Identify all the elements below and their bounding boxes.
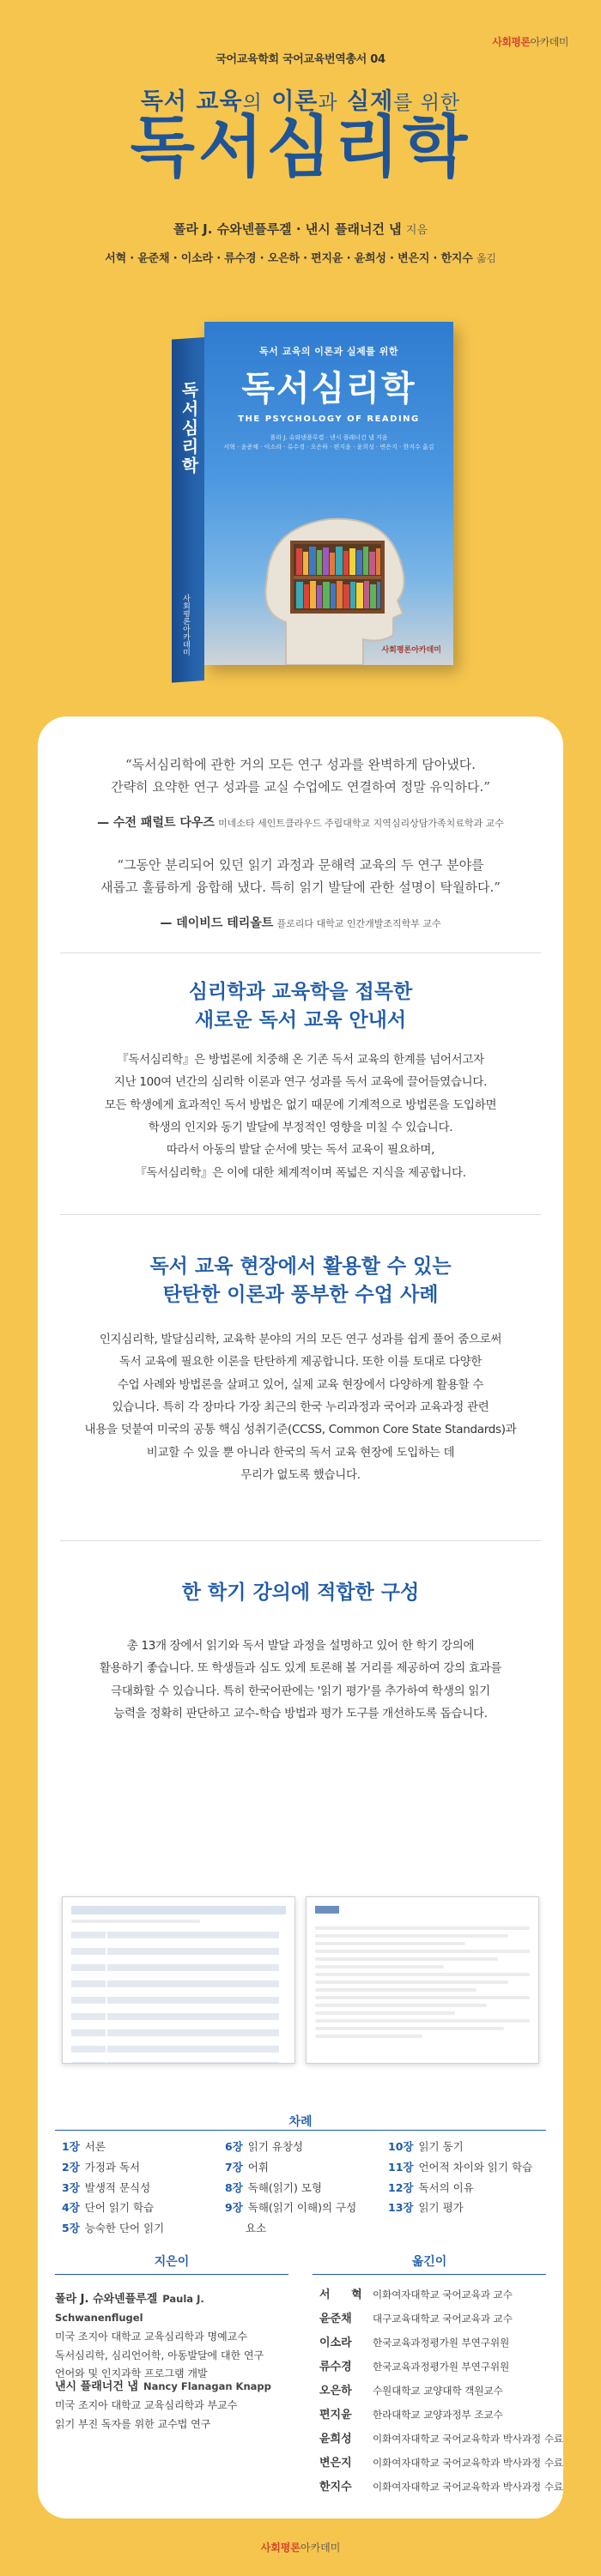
translator-row xyxy=(319,2475,564,2499)
toc-item[interactable] xyxy=(225,2178,356,2198)
translators-names: 서혁 · 윤준채 · 이소라 · 류수경 · 오은하 · 편지윤 · 윤희성 · 변은지 · 한지수 xyxy=(105,252,473,265)
quote-1-role: 미네소타 세인트클라우드 주립대학교 지역심리상담가족치료학과 교수 xyxy=(218,818,504,829)
toc-chapter-title: 서론 xyxy=(84,2140,106,2153)
toc-chapter-title: 능숙한 단어 읽기 xyxy=(84,2222,165,2234)
publisher-logo[interactable] xyxy=(492,34,568,49)
publisher-logo-main: 사회평론 xyxy=(492,36,531,48)
spine-title: 독서심리학 xyxy=(179,380,199,477)
toc-chapter-title: 독해(읽기) 모형 xyxy=(247,2180,322,2194)
section-2-title-line-1: 독서 교육 현장에서 활용할 수 있는 xyxy=(149,1255,452,1278)
toc-item[interactable] xyxy=(62,2157,164,2178)
sample-cell xyxy=(71,2046,106,2053)
sample-page-table xyxy=(62,1896,295,2064)
authors-names: 폴라 J. 슈와넨플루겔 · 낸시 플래너건 냅 xyxy=(173,221,402,237)
quote-1 xyxy=(60,753,541,799)
cover-title: 독서심리학 xyxy=(241,369,416,408)
book-front xyxy=(204,322,453,665)
translator-row xyxy=(319,2283,551,2307)
section-2-body xyxy=(55,1328,546,1486)
toc-chapter-title: 읽기 동기 xyxy=(418,2140,464,2153)
cover-subtitle: 독서 교육의 이론과 실제를 위한 xyxy=(259,346,398,357)
sample-cell xyxy=(107,1980,279,1987)
section-1-line: 모든 학생에게 효과적인 독서 방법은 없기 때문에 기계적으로 방법론을 도입하면 xyxy=(104,1098,497,1112)
sample-table xyxy=(71,1927,286,2064)
sample-cell xyxy=(107,1932,279,1938)
section-1-title-line-2: 새로운 독서 교육 안내서 xyxy=(194,1009,407,1032)
section-1-body xyxy=(55,1049,546,1184)
subtitle-part: 이론 xyxy=(271,88,319,115)
sample-line xyxy=(315,1973,530,1976)
author-2-english-name: Nancy Flanagan Knapp xyxy=(143,2380,271,2392)
toc-column-1 xyxy=(62,2137,164,2239)
translator-row xyxy=(319,2355,551,2379)
publisher-logo-footer[interactable] xyxy=(0,2540,601,2555)
toc-divider xyxy=(55,2130,546,2131)
author-2-bio: 미국 조지아 대학교 교육심리학과 부교수 xyxy=(55,2399,238,2412)
toc-chapter-number: 5장 xyxy=(62,2222,80,2234)
authors-divider xyxy=(55,2274,288,2275)
section-2-title xyxy=(0,1253,601,1310)
toc-item[interactable] xyxy=(62,2178,164,2198)
section-3-line: 총 13개 장에서 읽기와 독서 발달 과정을 설명하고 있어 한 학기 강의에 xyxy=(126,1639,475,1653)
translator-role: 한국교육과정평가원 부연구위원 xyxy=(373,2337,510,2349)
translator-name: 변은지 xyxy=(319,2457,352,2470)
toc-item[interactable] xyxy=(388,2137,532,2157)
author-1-bio: 언어와 및 인지과학 프로그램 개발 xyxy=(55,2367,208,2380)
quote-2-line-1: “그동안 분리되어 있던 읽기 과정과 문해력 교육의 두 연구 분야를 xyxy=(117,857,484,873)
toc-chapter-number: 11장 xyxy=(388,2160,414,2174)
translator-row xyxy=(319,2307,551,2331)
translator-name: 한지수 xyxy=(319,2481,352,2494)
sample-cell xyxy=(107,1964,279,1971)
sample-line xyxy=(315,2004,487,2007)
sample-page-discussion xyxy=(306,1896,539,2064)
section-2-line: 무리가 없도록 했습니다. xyxy=(240,1467,361,1482)
toc-column-3 xyxy=(388,2137,532,2218)
subtitle-part: 독서 교육 xyxy=(140,88,243,115)
section-3-line: 능력을 정확히 판단하고 교수-학습 방법과 평가 도구를 개선하도록 돕습니다. xyxy=(113,1706,488,1720)
toc-item[interactable] xyxy=(388,2157,532,2178)
divider xyxy=(60,1214,541,1215)
toc-column-2 xyxy=(225,2137,356,2239)
section-1-line: 『독서심리학』은 이에 대한 체계적이며 폭넓은 지식을 제공합니다. xyxy=(135,1165,466,1180)
sample-cell xyxy=(71,1948,106,1955)
quote-1-name: — 수전 패럴트 다우즈 xyxy=(97,816,215,830)
author-2-name: 낸시 플래너건 냅 xyxy=(55,2380,138,2393)
quote-1-line-2: 간략히 요약한 연구 성과를 교실 수업에도 연결하여 정말 유익하다.” xyxy=(111,779,490,795)
translator-role: 한라대학교 교양과정부 조교수 xyxy=(373,2409,503,2421)
toc-chapter-number: 9장 xyxy=(225,2201,243,2215)
toc-title: 차례 xyxy=(288,2115,313,2129)
sample-cell xyxy=(107,2046,279,2053)
book-title: 독서심리학 xyxy=(130,109,471,186)
sample-line xyxy=(315,1957,498,1961)
translator-name: 편지윤 xyxy=(319,2409,352,2422)
series-label: 국어교육학회 국어교육번역총서 04 xyxy=(216,53,385,66)
head-bookshelf-illustration xyxy=(252,493,423,665)
cover-publisher: 사회평론아카데미 xyxy=(381,646,441,655)
toc-chapter-number: 12장 xyxy=(388,2180,414,2194)
toc-chapter-number: 2장 xyxy=(62,2160,80,2174)
footer-logo-sub: 아카데미 xyxy=(300,2542,341,2554)
toc-chapter-title: 발생적 문식성 xyxy=(84,2180,151,2194)
translator-name: 서 혁 xyxy=(319,2289,371,2301)
translators-divider xyxy=(313,2274,546,2275)
toc-item[interactable] xyxy=(225,2157,356,2178)
toc-chapter-title: 단어 읽기 학습 xyxy=(84,2201,155,2215)
translator-role: 이화여자대학교 국어교육학과 박사과정 수료 xyxy=(373,2433,564,2445)
sample-line xyxy=(315,2027,504,2030)
translator-role: 대구교육대학교 국어교육과 교수 xyxy=(373,2313,513,2325)
translator-name: 윤희성 xyxy=(319,2433,352,2446)
translators-line xyxy=(0,249,601,265)
section-3-body xyxy=(55,1635,546,1725)
authors-suffix: 지음 xyxy=(405,224,428,237)
toc-chapter-number: 3장 xyxy=(62,2180,80,2194)
toc-chapter-title: 가정과 독서 xyxy=(84,2160,141,2174)
author-2-bio: 읽기 부진 독자를 위한 교수법 연구 xyxy=(55,2417,211,2430)
sample-line xyxy=(315,1980,508,1984)
toc-item[interactable] xyxy=(62,2137,164,2157)
sample-line xyxy=(315,1965,444,1968)
author-1-bio: 독서심리학, 심리언어학, 아동발달에 대한 연구 xyxy=(55,2349,264,2361)
sample-cell xyxy=(107,2013,279,2020)
translator-role: 수원대학교 교양대학 객원교수 xyxy=(373,2385,503,2397)
toc-chapter-title: 읽기 평가 xyxy=(418,2201,464,2215)
translator-row xyxy=(319,2427,564,2451)
sample-line xyxy=(315,1950,530,1953)
author-1-bio: 미국 조지아 대학교 교육심리학과 명예교수 xyxy=(55,2330,247,2343)
toc-item[interactable] xyxy=(225,2137,356,2157)
sample-line xyxy=(71,1920,200,1923)
subtitle-part: 를 위한 xyxy=(393,92,461,114)
quote-2-role: 플로리다 대학교 인간개발조직학부 교수 xyxy=(276,918,441,929)
sample-tag xyxy=(315,1906,339,1914)
section-1-line: 지난 100여 년간의 심리학 이론과 연구 성과를 독서 교육에 끌어들였습니다. xyxy=(113,1075,488,1090)
sample-cell xyxy=(107,1948,279,1955)
translator-row xyxy=(319,2451,564,2475)
subtitle-part: 의 xyxy=(242,92,263,114)
section-2-line: 독서 교육에 필요한 이론을 탄탄하게 제공합니다. 또한 이를 토대로 다양한 xyxy=(118,1355,483,1370)
translator-name: 오은하 xyxy=(319,2385,352,2398)
section-2-title-line-2: 탄탄한 이론과 풍부한 수업 사례 xyxy=(162,1284,439,1307)
section-2-line: 있습니다. 특히 각 장마다 가장 최근의 한국 누리과정과 국어과 교육과정 관련 xyxy=(112,1400,489,1414)
toc-chapter-number: 10장 xyxy=(388,2140,414,2153)
quote-2-line-2: 새롭고 훌륭하게 융합해 냈다. 특히 읽기 발달에 관한 설명이 탁월하다.” xyxy=(100,880,501,896)
translator-role: 이화여자대학교 국어교육과 교수 xyxy=(373,2289,513,2301)
divider xyxy=(60,952,541,953)
section-3-title: 한 학기 강의에 적합한 구성 xyxy=(181,1581,420,1604)
sample-line xyxy=(315,2011,455,2015)
translator-row xyxy=(319,2331,551,2355)
cover-translators: 서혁 · 윤준채 · 이소라 · 류수경 · 오은하 · 편지윤 · 윤희성 · 변은지 · 한지수 옮김 xyxy=(223,443,434,450)
quote-1-attribution xyxy=(0,813,601,831)
translator-name: 윤준채 xyxy=(319,2313,352,2325)
section-2-line: 내용을 덧붙여 미국의 공통 핵심 성취기준(CCSS, Common Core State Standards)과 xyxy=(84,1423,517,1437)
sample-line xyxy=(315,2019,530,2023)
sample-cell xyxy=(71,1980,106,1987)
section-2-line: 수업 사례와 방법론을 살펴고 있어, 실제 교육 현장에서 다양하게 활용할 수 xyxy=(117,1377,484,1392)
sample-cell xyxy=(71,2062,106,2064)
translators-heading: 옮긴이 xyxy=(411,2255,447,2269)
sample-cell xyxy=(71,2029,106,2036)
toc-chapter-title: 언어적 차이와 읽기 학습 xyxy=(418,2160,533,2174)
toc-item[interactable] xyxy=(225,2198,356,2239)
section-1-line: 따라서 아동의 발달 순서에 맞는 독서 교육이 필요하며, xyxy=(166,1143,435,1158)
section-1-line: 학생의 인지와 동기 발달에 부정적인 영향을 미칠 수 있습니다. xyxy=(148,1120,453,1134)
authors-heading: 지은이 xyxy=(154,2255,190,2269)
sample-line xyxy=(315,1934,508,1938)
quote-1-line-1: “독서심리학에 관한 거의 모든 연구 성과를 완벽하게 담아냈다. xyxy=(124,757,477,772)
sample-line xyxy=(315,2035,422,2038)
sample-cell xyxy=(71,1932,106,1938)
author-1-name: 폴라 J. 슈와넨플루겔 xyxy=(55,2293,158,2306)
divider xyxy=(60,1540,541,1541)
book-spine xyxy=(172,337,204,683)
quote-2-attribution xyxy=(0,914,601,931)
sample-cell xyxy=(107,1997,279,2004)
translator-role: 이화여자대학교 국어교육학과 박사과정 수료 xyxy=(373,2457,564,2469)
section-3-line: 극대화할 수 있습니다. 특히 한국어판에는 '읽기 평가'를 추가하여 학생의 읽기 xyxy=(111,1684,490,1698)
sample-cell xyxy=(107,2062,279,2064)
cover-credits xyxy=(222,433,436,451)
book-cover-image xyxy=(172,322,455,665)
toc-chapter-title: 읽기 유창성 xyxy=(247,2140,304,2153)
translator-role: 한국교육과정평가원 부연구위원 xyxy=(373,2361,510,2373)
sample-line xyxy=(315,1926,530,1930)
cover-authors: 폴라 J. 슈와넨플루겔 · 낸시 플래너건 냅 지음 xyxy=(270,434,388,441)
author-1-english-name: Paula J. Schwanenflugel xyxy=(55,2293,204,2325)
subtitle-part: 실제 xyxy=(347,88,394,115)
section-2-line: 비교할 수 있을 뿐 아니라 한국의 독서 교육 현장에 도입하는 데 xyxy=(146,1445,455,1460)
toc-item[interactable] xyxy=(388,2198,532,2218)
sample-cell xyxy=(107,2029,279,2036)
sample-cell xyxy=(71,2013,106,2020)
sample-cell xyxy=(71,1964,106,1971)
toc-item[interactable] xyxy=(388,2178,532,2198)
publisher-logo-sub: 아카데미 xyxy=(530,36,568,48)
translator-row xyxy=(319,2379,551,2403)
quote-2 xyxy=(60,854,541,899)
toc-chapter-number: 13장 xyxy=(388,2201,414,2215)
toc-chapter-title: 어휘 xyxy=(247,2160,269,2174)
subtitle-part: 과 xyxy=(318,92,338,114)
toc-item[interactable] xyxy=(62,2198,164,2218)
section-1-line: 『독서심리학』은 방법론에 치중해 온 기존 독서 교육의 한계를 넘어서고자 xyxy=(117,1053,484,1067)
translators-suffix: 옮김 xyxy=(476,252,496,264)
section-3-line: 활용하기 좋습니다. 또 학생들과 심도 있게 토론해 볼 거리를 제공하여 강의 효과를 xyxy=(99,1661,502,1676)
toc-chapter-title: 독해(읽기 이해)의 구성 xyxy=(247,2201,357,2215)
authors-line xyxy=(0,220,601,238)
toc-chapter-title: 독서의 이유 xyxy=(418,2180,474,2194)
sample-line xyxy=(315,1988,477,1992)
author-2 xyxy=(55,2377,295,2434)
translator-name: 이소라 xyxy=(319,2337,352,2349)
sample-cell xyxy=(71,1997,106,2004)
author-1 xyxy=(55,2289,295,2384)
quote-2-name: — 데이비드 테리올트 xyxy=(160,916,274,930)
translator-role: 이화여자대학교 국어교육학과 박사과정 수료 xyxy=(373,2481,564,2493)
sample-line xyxy=(315,1996,530,1999)
section-1-title xyxy=(0,978,601,1036)
section-2-line: 인지심리학, 발달심리학, 교육학 분야의 거의 모든 연구 성과를 쉽게 풀어 줌으로써 xyxy=(99,1333,502,1346)
toc-chapter-title-wrap: 요소 xyxy=(246,2222,267,2234)
translator-row xyxy=(319,2403,551,2427)
toc-chapter-number: 4장 xyxy=(62,2201,80,2215)
toc-chapter-number: 7장 xyxy=(225,2160,243,2174)
cover-english-title: THE PSYCHOLOGY OF READING xyxy=(238,414,420,424)
toc-item[interactable] xyxy=(62,2218,164,2239)
toc-chapter-number: 1장 xyxy=(62,2140,80,2153)
footer-logo-main: 사회평론 xyxy=(260,2542,300,2554)
sample-line xyxy=(315,1942,465,1945)
section-1-title-line-1: 심리학과 교육학을 접목한 xyxy=(188,981,413,1003)
translator-name: 류수경 xyxy=(319,2361,352,2373)
spine-publisher: 사회평론아카데미 xyxy=(181,594,190,656)
sample-header xyxy=(71,1906,286,1914)
toc-chapter-number: 6장 xyxy=(225,2140,243,2153)
toc-chapter-number: 8장 xyxy=(225,2180,243,2194)
